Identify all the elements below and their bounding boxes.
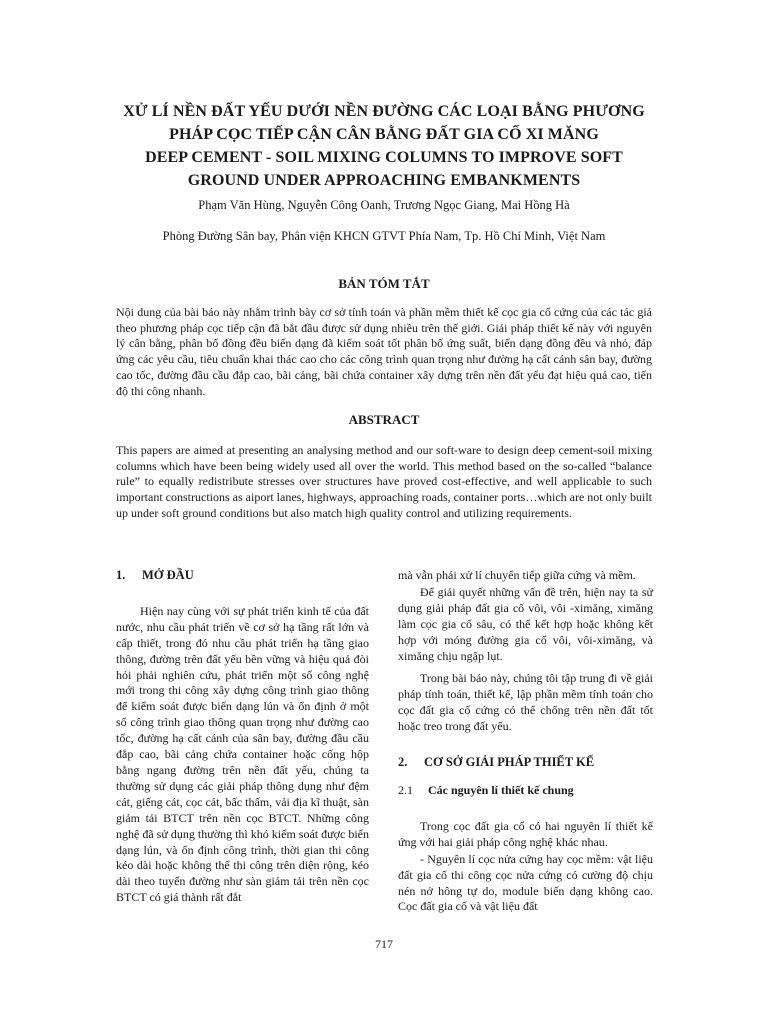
title-en-line-2: GROUND UNDER APPROACHING EMBANKMENTS	[187, 172, 581, 189]
paper-title	[100, 100, 668, 192]
section-1-title: MỞ ĐẦU	[142, 568, 194, 582]
author-list: Phạm Văn Hùng, Nguyễn Công Oanh, Trương Ngọc Giang, Mai Hồng Hà	[198, 198, 570, 212]
left-column	[116, 568, 369, 913]
summary-vi-heading: BẢN TÓM TẮT	[338, 276, 430, 291]
section-2-title: CƠ SỞ GIẢI PHÁP THIẾT KẾ	[424, 755, 595, 770]
right-column	[398, 568, 653, 922]
subsection-2-1-title: Các nguyên lí thiết kế chung	[428, 782, 574, 797]
title-vi-line-2: PHÁP CỌC TIẾP CẬN CÂN BẰNG ĐẤT GIA CỐ XI MĂNG	[169, 126, 599, 143]
section-2-paragraph-1: Trong cọc đất gia cố có hai nguyên lí thiết kế ứng với hai giải pháp công nghệ khác nhau.	[398, 818, 653, 849]
affiliation: Phòng Đường Sân bay, Phân viện KHCN GTVT Phía Nam, Tp. Hồ Chí Minh, Việt Nam	[162, 229, 606, 243]
abstract-text: This papers are aimed at presenting an analysing method and our soft-ware to design deep cement-soil mixing columns which have been being widely used all over the world. This method based on the so-called “balance rule” to equally redistribute stresses over structures have proved cost-effective, and well applicable to such important constructions as aiport lanes, highways, approaching roads, container ports…which are not only built up under soft ground conditions but also match high quality control and utilizing requirements.	[116, 443, 652, 520]
abstract-heading: ABSTRACT	[348, 412, 420, 427]
subsection-2-1-number: 2.1	[398, 782, 413, 797]
section-1-paragraph-2: mà vẫn phải xử lí chuyển tiếp giữa cứng và mềm.	[398, 568, 636, 582]
summary-vi-text: Nội dung của bài báo này nhằm trình bày cơ sở tính toán và phần mềm thiết kế cọc gia cố cứng của các tác giả theo phương pháp cọc tiếp cận đã bắt đầu được sử dụng nhiều trên thế giới. Giải pháp thiết kế này với nguyên lý cân bằng, phân bố đồng đều biến dạng đã kiểm soát tốt phân bố ứng suất, biến dạng đồng đều và nhỏ, đáp ứng các yêu cầu, tiêu chuẩn khai thác cao cho các công trình quan trọng như đường hạ cất cánh sân bay, đường cao tốc, đường đầu cầu đắp cao, bãi cảng, bãi chứa container xây dựng trên nền đất yếu đạt hiệu quả cao, tiến độ thi công nhanh.	[116, 305, 652, 398]
section-1-number: 1.	[116, 568, 126, 582]
title-vi-line-1: XỬ LÍ NỀN ĐẤT YẾU DƯỚI NỀN ĐƯỜNG CÁC LOẠI BẰNG PHƯƠNG	[123, 103, 645, 120]
subsection-2-1-heading	[398, 783, 653, 799]
page-number: 717	[375, 937, 393, 951]
section-1-heading	[116, 568, 369, 584]
section-2-heading	[398, 755, 653, 771]
section-1-paragraph-1: Hiện nay cùng với sự phát triển kinh tế của đất nước, nhu cầu phát triển về cơ sở hạ tầng rất lớn và cấp thiết, trong đó nhu cầu phát triển hạ tầng giao thông, đường trên đất yếu bền vững và hiệu quả đòi hỏi phải nghiên cứu, phát triển một số công nghệ mới trong thi công xây dựng công trình giao thông để kiểm soát được biến dạng lún và ổn định ở một số công trình giao thông quan trọng như đường cao tốc, đường hạ cất cánh của sân bay, đường đầu cầu đắp cao, bãi cảng chứa container hoặc cống hộp bằng ngang đường trên nền đất yếu, chúng ta thường sử dụng các giải pháp thông dụng như đệm cát, giếng cát, cọc cát, bấc thấm, vải địa kĩ thuật, sàn giảm tải BTCT trên nền cọc BTCT. Những công nghệ đã sử dụng thường thì khó kiểm soát được biến dạng lún, và ổn định công trình, thời gian thi công kéo dài hoặc không thể thi công trên diện rộng, kéo dài theo tuyến đường như sàn giảm tải trên nền cọc BTCT có giá thành rất đắt	[116, 603, 369, 905]
section-2-paragraph-2: - Nguyên lí cọc nửa cứng hay cọc mềm: vật liệu đất gia cố thi công cọc nửa cứng có cường độ chịu nén nở hông tự do, module biến dạng không cao. Cọc đất gia cố và vật liệu đất	[398, 851, 653, 914]
title-en-line-1: DEEP CEMENT - SOIL MIXING COLUMNS TO IMPROVE SOFT	[145, 149, 623, 166]
section-1-paragraph-4: Trong bài báo này, chúng tôi tập trung đi về giải pháp tính toán, thiết kế, lập phần mềm tính toán cho cọc đất gia cố cứng có thể chống trên nền đất tốt hoặc treo trong đất yếu.	[398, 671, 653, 734]
section-2-number: 2.	[398, 755, 408, 770]
section-1-paragraph-3: Để giải quyết những vấn đề trên, hiện nay ta sử dụng giải pháp đất gia cố vôi, vôi -ximăng, ximăng làm cọc gia cố sâu, có thể kết hợp hoặc không kết hợp với móng đường gia cố vôi, vôi-ximăng, và ximăng chịu ngập lụt.	[398, 584, 653, 663]
